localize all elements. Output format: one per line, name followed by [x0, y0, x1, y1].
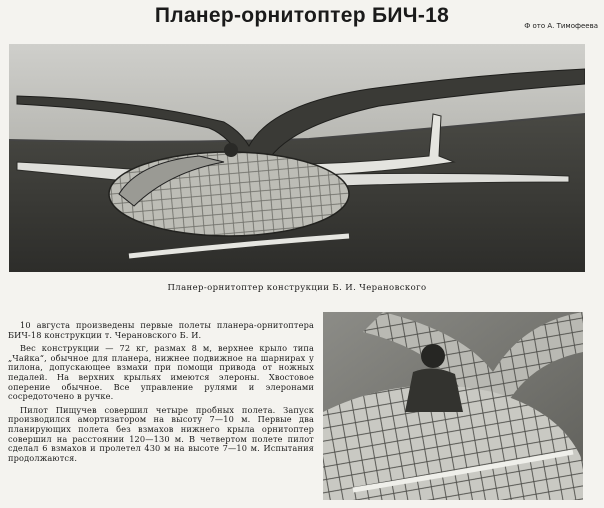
article-paragraph: 10 августа произведены первые полеты планера-орнитоптера БИЧ-18 конструкции т. Черановского Б. И.	[8, 320, 314, 340]
article-paragraph: Пилот Пищучев совершил четыре пробных полета. Запуск производился амортизатором на высоту 7—10 м. Первые два планирующих полета без взмахов нижнего крыла орнитоптер совершил на расстоянии 120—130 м. В четвертом полете пилот сделал 6 взмахов и пролетел 430 м на высоте 7—10 м. Испытания продолжаются.	[8, 404, 314, 463]
article-paragraph: Вес конструкции — 72 кг, размах 8 м, верхнее крыло типа „Чайка“, обычное для планера, нижнее подвижное на шарнирах у пилона, допускающее взмахи при помощи привода от ножных педалей. На верхних крыльях имеются элероны. Хвостовое оперение обычное. Все управление рулями и элеронами сосредоточено в ручке.	[8, 343, 314, 402]
cockpit-illustration	[323, 312, 583, 500]
page-title: Планер-орнитоптер БИЧ-18	[154, 4, 450, 27]
cockpit-photo	[323, 312, 583, 500]
photo-caption: Планер-орнитоптер конструкции Б. И. Черановского	[167, 283, 427, 293]
glider-photo	[9, 44, 585, 272]
photo-credit: Ф ото А. Тимофеева	[524, 22, 598, 30]
article-body	[8, 321, 314, 467]
glider-illustration	[9, 44, 585, 272]
